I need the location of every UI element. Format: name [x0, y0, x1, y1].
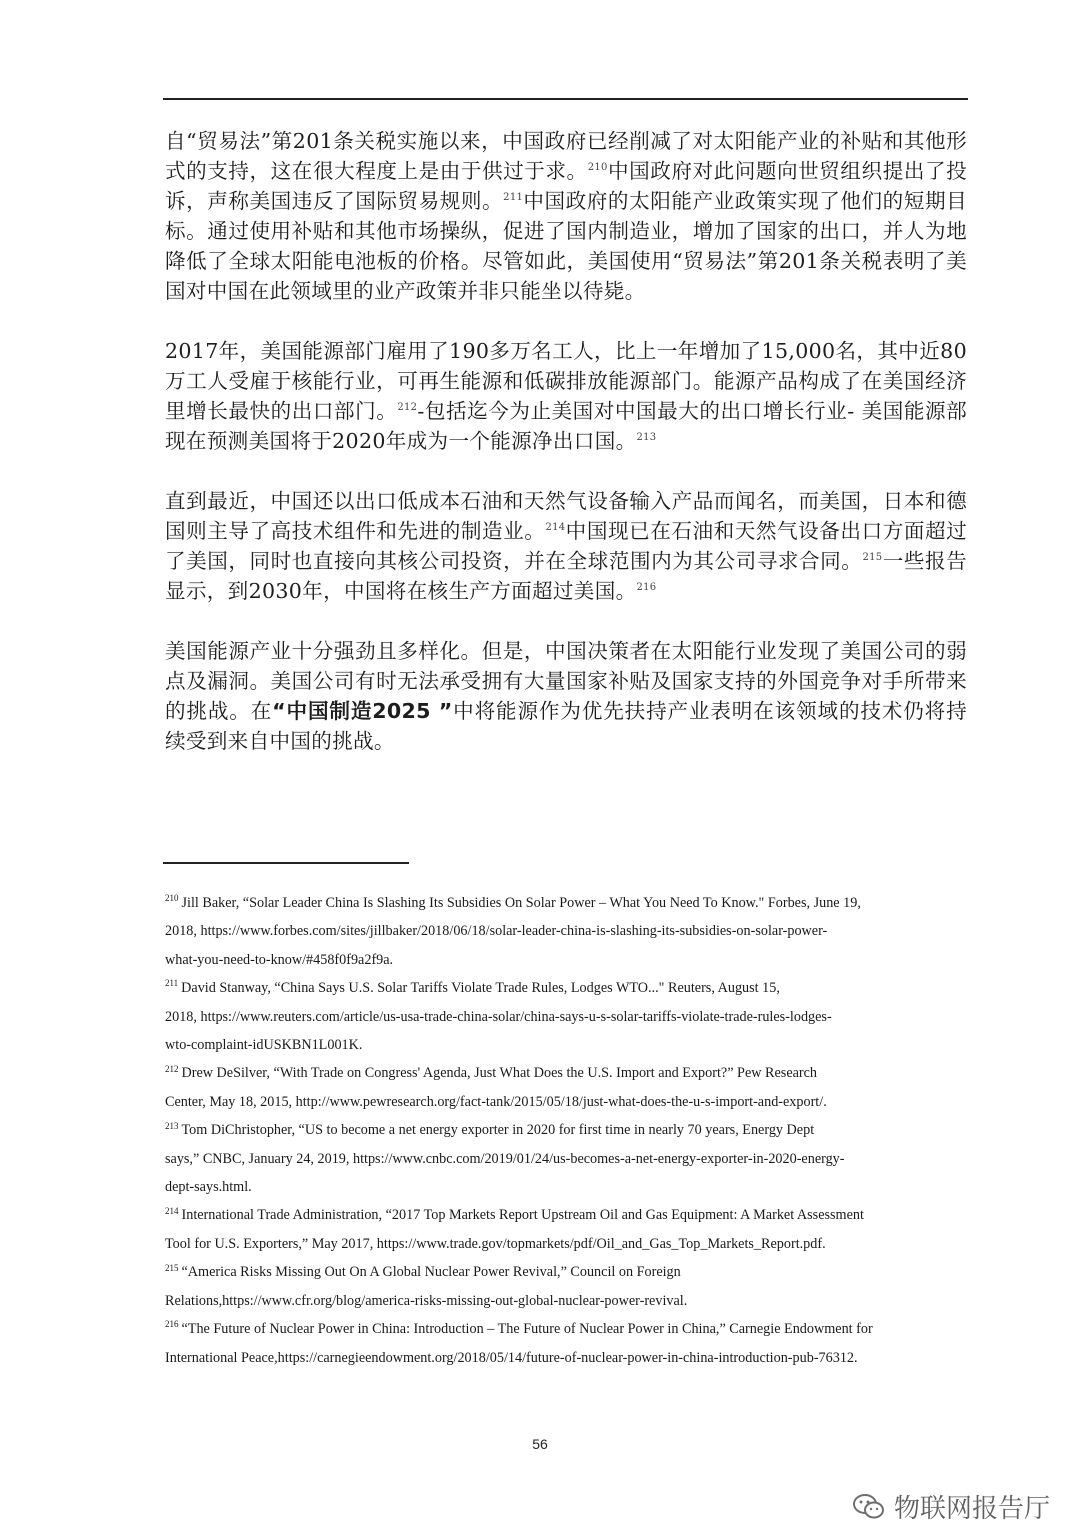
- footnote-ref: 215: [862, 552, 883, 564]
- footnote-text: Relations,https://www.cfr.org/blog/america-risks-missing-out-global-nuclear-power-revival.: [165, 1292, 688, 1309]
- footnote-number: 211: [165, 978, 179, 989]
- paragraph-text: 中国政府对此问题向世贸组织提出了投诉，声称美国违反了国际贸易规则。: [165, 159, 967, 213]
- footnote-line: [165, 1116, 975, 1144]
- footnote-line: [165, 1059, 975, 1087]
- footnote-ref: 216: [636, 582, 657, 594]
- footnote-line: [165, 1315, 975, 1343]
- footnote-text: International Peace,https://carnegieendowment.org/2018/05/14/future-of-nuclear-power-in-china-introduction-pub-76312.: [165, 1349, 858, 1366]
- footnote-line: [165, 889, 975, 917]
- footnote-line: [165, 1173, 975, 1201]
- footnote-text: Tom DiChristopher, “US to become a net energy exporter in 2020 for first time in nearly 70 years, Energy Dept: [181, 1122, 815, 1139]
- footnote-line: [165, 1344, 975, 1372]
- watermark-text: 物联网报告厅: [893, 1494, 1050, 1524]
- paragraph-1: [165, 126, 967, 306]
- footnote-number: 215: [165, 1262, 179, 1273]
- paragraph-4: [165, 636, 967, 756]
- paragraph-text: 2017年，美国能源部门雇用了190多万名工人，比上一年增加了15,000名，其中近80万工人受雇于核能行业，可再生能源和低碳排放能源部门。能源产品构成了在美国经济里增长最快的出口部门。: [165, 339, 967, 423]
- footnote-ref: 212: [397, 402, 418, 414]
- footnote-text: dept-says.html.: [165, 1179, 252, 1196]
- footnote-number: 216: [165, 1319, 179, 1330]
- footnote-line: [165, 1088, 975, 1116]
- paragraph-text: 中国政府的太阳能产业政策实现了他们的短期目标。通过使用补贴和其他市场操纵，促进了国内制造业，增加了国家的出口，并人为地降低了全球太阳能电池板的价格。尽管如此，美国使用“贸易法”第201条关税表明了美国对中国在此领域里的业产政策并非只能坐以待毙。: [165, 189, 967, 303]
- footnote-number: 214: [165, 1205, 179, 1216]
- footnote-line: [165, 1031, 975, 1059]
- header-rule: [163, 98, 968, 100]
- paragraph-text: 中国现已在石油和天然气设备出口方面超过了美国，同时也直接向其核公司投资，并在全球范围内为其公司寻求合同。: [165, 519, 967, 573]
- footnote-rule: [163, 862, 409, 864]
- footnote-ref: 211: [503, 192, 524, 204]
- footnote-line: [165, 1201, 975, 1229]
- footnote-text: Tool for U.S. Exporters,” May 2017, https://www.trade.gov/topmarkets/pdf/Oil_and_Gas_Top_Markets_Report.pdf.: [165, 1235, 826, 1252]
- footnote-line: [165, 917, 975, 945]
- footnote-number: 210: [165, 893, 179, 904]
- footnote-number: 213: [165, 1120, 179, 1131]
- paragraph-text: 中将能源作为优先扶持产业表明在该领域的技术仍将持续受到来自中国的挑战。: [165, 699, 968, 753]
- paragraph-text: 自“贸易法”第201条关税实施以来，中国政府已经削减了对太阳能产业的补贴和其他形式的支持，这在很大程度上是由于供过于求。: [165, 129, 967, 183]
- footnote-text: International Trade Administration, “2017 Top Markets Report Upstream Oil and Gas Equipment: A Market Assessment: [181, 1207, 864, 1224]
- footnote-text: David Stanway, “China Says U.S. Solar Tariffs Violate Trade Rules, Lodges WTO..." Reuters, August 15,: [181, 980, 780, 997]
- watermark: [852, 1488, 1050, 1525]
- footnote-ref: 213: [636, 432, 657, 444]
- footnote-text: 2018, https://www.reuters.com/article/us-usa-trade-china-solar/china-says-u-s-solar-tariffs-violate-trade-rules-lodges-: [165, 1008, 832, 1025]
- footnote-text: says,” CNBC, January 24, 2019, https://www.cnbc.com/2019/01/24/us-becomes-a-net-energy-exporter-in-2020-energy-: [165, 1150, 845, 1167]
- footnote-line: [165, 1258, 975, 1286]
- body-text: [165, 126, 967, 786]
- footnote-line: [165, 1003, 975, 1031]
- footnote-ref: 210: [587, 162, 608, 174]
- footnote-number: 212: [165, 1063, 179, 1074]
- wechat-icon: [852, 1492, 886, 1522]
- footnote-line: [165, 1287, 975, 1315]
- footnote-text: what-you-need-to-know/#458f0f9a2f9a.: [165, 951, 394, 968]
- footnote-ref: 214: [545, 522, 566, 534]
- footnote-text: “The Future of Nuclear Power in China: Introduction – The Future of Nuclear Power in China,” Carnegie Endowment for: [181, 1321, 873, 1338]
- paragraph-text: 直到最近，中国还以出口低成本石油和天然气设备输入产品而闻名，而美国，日本和德国则主导了高技术组件和先进的制造业。: [165, 489, 967, 543]
- footnote-line: [165, 1145, 975, 1173]
- paragraph-text: 一些报告显示，到2030年，中国将在核生产方面超过美国。: [165, 549, 967, 603]
- footnote-text: Drew DeSilver, “With Trade on Congress' Agenda, Just What Does the U.S. Import and Export?” Pew Research: [181, 1065, 818, 1082]
- footnote-line: [165, 1230, 975, 1258]
- paragraph-2: [165, 336, 967, 456]
- footnote-line: [165, 974, 975, 1002]
- footnote-text: “America Risks Missing Out On A Global Nuclear Power Revival,” Council on Foreign: [181, 1264, 681, 1281]
- paragraph-text: 美国能源产业十分强劲且多样化。但是，中国决策者在太阳能行业发现了美国公司的弱点及漏洞。美国公司有时无法承受拥有大量国家补贴及国家支持的外国竞争对手所带来的挑战。在: [165, 639, 967, 723]
- emphasis-text: “中国制造2025 ”: [272, 699, 453, 723]
- footnote-text: Jill Baker, “Solar Leader China Is Slashing Its Subsidies On Solar Power – What You Need To Know." Forbes, June 19,: [181, 895, 861, 911]
- page-number: 56: [532, 1436, 548, 1452]
- footnote-text: 2018, https://www.forbes.com/sites/jillbaker/2018/06/18/solar-leader-china-is-slashing-its-subsidies-on-solar-power-: [165, 923, 828, 940]
- paragraph-3: [165, 486, 967, 606]
- footnote-line: [165, 946, 975, 974]
- paragraph-text: -包括迄今为止美国对中国最大的出口增长行业- 美国能源部现在预测美国将于2020年成为一个能源净出口国。: [165, 399, 967, 453]
- footnote-text: wto-complaint-idUSKBN1L001K.: [165, 1037, 363, 1054]
- footnote-text: Center, May 18, 2015, http://www.pewresearch.org/fact-tank/2015/05/18/just-what-does-the-u-s-import-and-export/.: [165, 1093, 827, 1110]
- footnotes: [165, 889, 975, 1372]
